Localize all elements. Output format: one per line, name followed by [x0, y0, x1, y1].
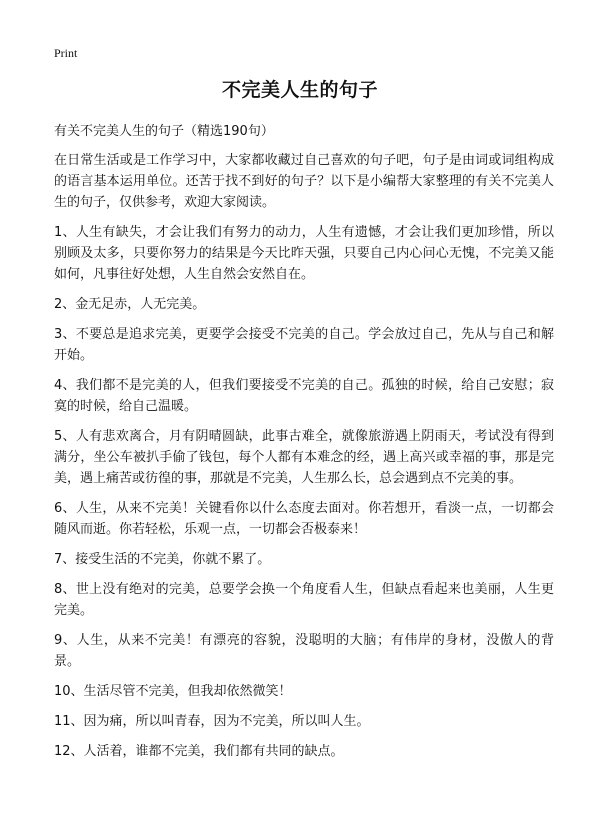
list-item: 9、人生，从来不完美！有漂亮的容貌，没聪明的大脑；有伟岸的身材，没傲人的背景。 — [54, 633, 554, 669]
article-subtitle: 有关不完美人生的句子（精选190句） — [54, 124, 274, 139]
list-item: 2、金无足赤，人无完美。 — [54, 297, 206, 312]
list-item: 6、人生，从来不完美！关键看你以什么态度去面对。你若想开，看淡一点，一切都会随风而逝。你若轻松，乐观一点，一切都会否极泰来！ — [54, 501, 554, 537]
list-item: 10、生活尽管不完美，但我却依然微笑！ — [54, 684, 292, 699]
page-title: 不完美人生的句子 — [221, 79, 378, 101]
list-item: 12、人活着，谁都不完美，我们都有共同的缺点。 — [54, 744, 344, 759]
article-body — [54, 121, 554, 771]
intro-paragraph: 在日常生活或是工作学习中，大家都收藏过自己喜欢的句子吧，句子是由词或词组构成的语言基本运用单位。还苦于找不到好的句子？以下是小编帮大家整理的有关不完美人生的句子，仅供参考，欢迎大家阅读。 — [54, 153, 554, 210]
print-link[interactable]: Print — [54, 46, 78, 60]
list-item: 4、我们都不是完美的人，但我们要接受不完美的自己。孤独的时候，给自己安慰；寂寞的时候，给自己温暖。 — [54, 378, 554, 414]
list-item: 1、人生有缺失，才会让我们有努力的动力，人生有遗憾，才会让我们更加珍惜，所以别顾及太多，只要你努力的结果是今天比昨天强，只要自己内心问心无愧，不完美又能如何，凡事往好处想，人生自然会安然自在。 — [54, 225, 554, 282]
list-item: 3、不要总是追求完美，更要学会接受不完美的自己。学会放过自己，先从与自己和解开始。 — [54, 327, 554, 363]
list-item: 11、因为痛，所以叫青春，因为不完美，所以叫人生。 — [54, 714, 370, 729]
list-item: 8、世上没有绝对的完美，总要学会换一个角度看人生，但缺点看起来也美丽，人生更完美。 — [54, 582, 554, 618]
list-item: 7、接受生活的不完美，你就不累了。 — [54, 552, 271, 567]
list-item: 5、人有悲欢离合，月有阴晴圆缺，此事古难全，就像旅游遇上阴雨天，考试没有得到满分，坐公车被扒手偷了钱包，每个人都有本难念的经，遇上高兴或幸福的事，那是完美，遇上痛苦或彷徨的事，那就是不完美，人生那么长，总会遇到点不完美的事。 — [54, 429, 554, 486]
